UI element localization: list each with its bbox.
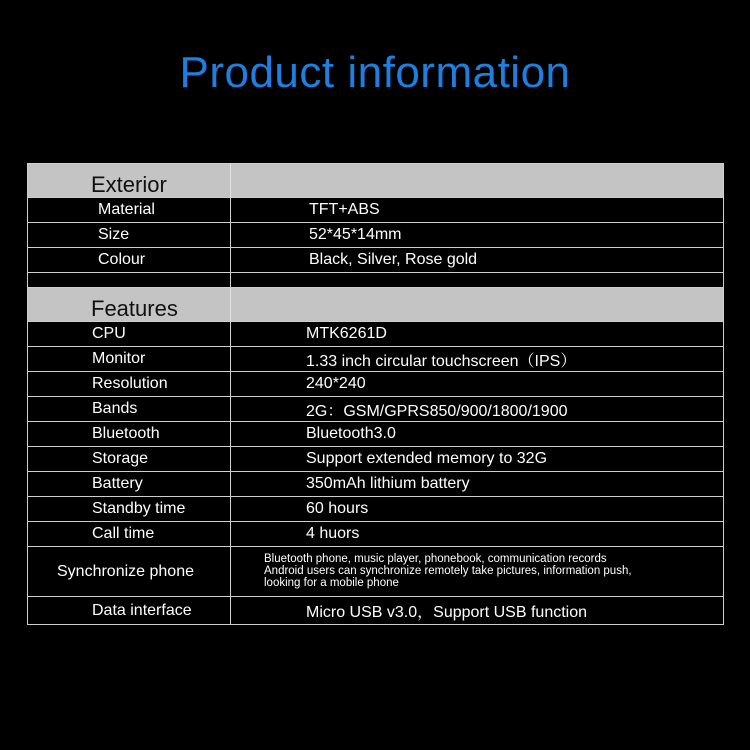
table-row: [28, 522, 723, 547]
spec-value-storage: Support extended memory to 32G: [306, 450, 548, 467]
table-row: [28, 322, 723, 347]
table-row: [28, 397, 723, 422]
table-row: [28, 547, 723, 597]
spec-value-cpu: MTK6261D: [306, 325, 387, 342]
spec-label-resolution: Resolution: [28, 372, 231, 396]
sync-line: Bluetooth phone, music player, phonebook, communication records: [264, 553, 607, 565]
spec-label-synchronize-phone: Synchronize phone: [28, 547, 231, 596]
section-header-features: [28, 288, 723, 322]
table-row: [28, 223, 723, 248]
spec-value-call-time: 4 huors: [306, 525, 360, 542]
spec-value-standby-time: 60 hours: [306, 500, 369, 517]
spec-value-material: TFT+ABS: [309, 201, 380, 218]
spec-label-size: Size: [28, 223, 231, 247]
page-title: Product information: [179, 48, 571, 97]
spec-label-cpu: CPU: [28, 322, 231, 346]
spec-label-material: Material: [28, 198, 231, 222]
table-row: [28, 422, 723, 447]
sync-line: looking for a mobile phone: [264, 577, 399, 589]
table-row: [28, 497, 723, 522]
spec-label-bands: Bands: [28, 397, 231, 421]
spec-value-battery: 350mAh lithium battery: [306, 475, 470, 492]
spec-value-colour: Black, Silver, Rose gold: [309, 251, 478, 268]
spacer-row: [28, 273, 723, 288]
spec-label-storage: Storage: [28, 447, 231, 471]
spec-table: [27, 163, 724, 625]
table-row: [28, 472, 723, 497]
section-title-exterior: Exterior: [28, 164, 231, 197]
table-row: [28, 447, 723, 472]
spec-label-data-interface: Data interface: [28, 597, 231, 624]
spec-value-bluetooth: Bluetooth3.0: [306, 425, 396, 442]
spec-value-resolution: 240*240: [306, 375, 366, 392]
spec-label-call-time: Call time: [28, 522, 231, 546]
spec-value-size: 52*45*14mm: [309, 226, 402, 243]
spec-label-monitor: Monitor: [28, 347, 231, 371]
spec-value-monitor: 1.33 inch circular touchscreen（IPS）: [306, 352, 577, 370]
spec-label-colour: Colour: [28, 248, 231, 272]
section-header-exterior: [28, 164, 723, 198]
spec-value-bands: 2G：GSM/GPRS850/900/1800/1900: [306, 402, 568, 420]
spec-label-battery: Battery: [28, 472, 231, 496]
sync-line: Android users can synchronize remotely take pictures, information push,: [264, 565, 632, 577]
spec-value-synchronize-phone: [231, 547, 723, 596]
spec-value-data-interface: Micro USB v3.0，Support USB function: [306, 604, 588, 621]
table-row: [28, 198, 723, 223]
section-title-features: Features: [28, 288, 231, 321]
table-row: [28, 347, 723, 372]
spec-label-bluetooth: Bluetooth: [28, 422, 231, 446]
table-row: [28, 372, 723, 397]
spec-label-standby-time: Standby time: [28, 497, 231, 521]
table-row: [28, 248, 723, 273]
table-row: [28, 597, 723, 625]
